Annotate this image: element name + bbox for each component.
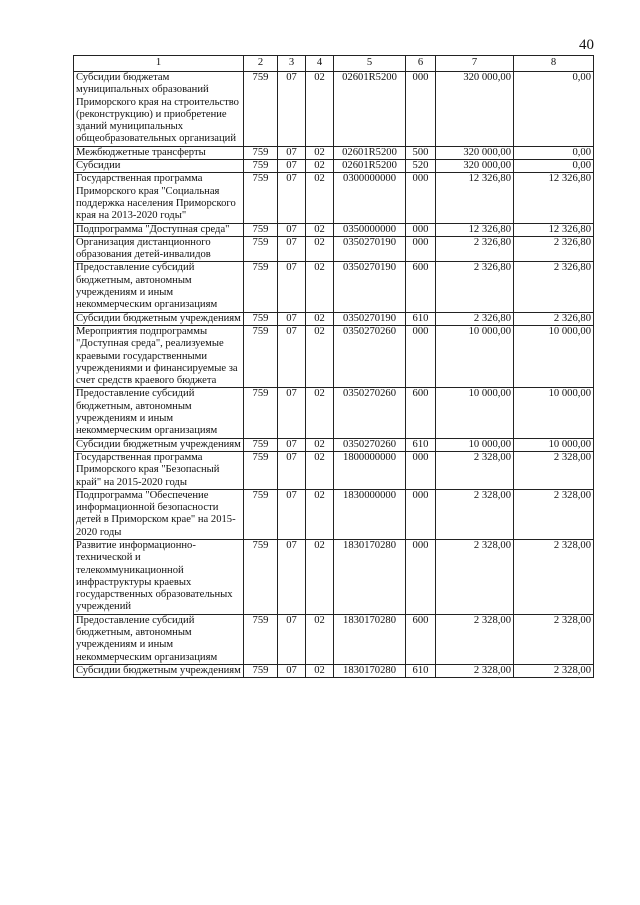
expense-type-cell: 500 (406, 146, 436, 159)
amount-year2-cell: 0,00 (514, 72, 594, 147)
amount-year1-cell: 10 000,00 (436, 438, 514, 451)
amount-year2-cell: 0,00 (514, 146, 594, 159)
amount-year2-cell: 10 000,00 (514, 325, 594, 387)
subsection-code-cell: 02 (306, 72, 334, 147)
table-row (74, 614, 594, 664)
section-code-cell: 07 (278, 312, 306, 325)
amount-year1-cell: 12 326,80 (436, 223, 514, 236)
table-row (74, 72, 594, 147)
target-article-cell: 0300000000 (334, 173, 406, 223)
expense-type-cell: 610 (406, 438, 436, 451)
ministry-code-cell: 759 (244, 614, 278, 664)
target-article-cell: 02601R5200 (334, 160, 406, 173)
amount-year1-cell: 12 326,80 (436, 173, 514, 223)
table-row (74, 236, 594, 262)
section-code-cell: 07 (278, 388, 306, 438)
table-row (74, 451, 594, 489)
expense-type-cell: 000 (406, 72, 436, 147)
table-row (74, 160, 594, 173)
target-article-cell: 0350270260 (334, 438, 406, 451)
ministry-code-cell: 759 (244, 388, 278, 438)
amount-year1-cell: 2 328,00 (436, 614, 514, 664)
row-name-cell: Развитие информационно-технической и телекоммуникационной инфраструктуры краевых государственных образовательных учреждений (74, 539, 244, 614)
section-code-cell: 07 (278, 451, 306, 489)
row-name-cell: Субсидии бюджетным учреждениям (74, 438, 244, 451)
amount-year2-cell: 10 000,00 (514, 438, 594, 451)
expense-type-cell: 000 (406, 451, 436, 489)
table-row (74, 388, 594, 438)
subsection-code-cell: 02 (306, 236, 334, 262)
amount-year2-cell: 2 328,00 (514, 614, 594, 664)
table-row (74, 438, 594, 451)
row-name-cell: Предоставление субсидий бюджетным, автономным учреждениям и иным некоммерческим организациям (74, 388, 244, 438)
section-code-cell: 07 (278, 262, 306, 312)
section-code-cell: 07 (278, 146, 306, 159)
expense-type-cell: 000 (406, 223, 436, 236)
subsection-code-cell: 02 (306, 262, 334, 312)
header-cell: 4 (306, 56, 334, 72)
header-cell: 6 (406, 56, 436, 72)
table-row (74, 223, 594, 236)
header-cell: 7 (436, 56, 514, 72)
section-code-cell: 07 (278, 539, 306, 614)
subsection-code-cell: 02 (306, 664, 334, 677)
expense-type-cell: 600 (406, 262, 436, 312)
ministry-code-cell: 759 (244, 72, 278, 147)
target-article-cell: 1830170280 (334, 664, 406, 677)
subsection-code-cell: 02 (306, 223, 334, 236)
section-code-cell: 07 (278, 325, 306, 387)
target-article-cell: 02601R5200 (334, 146, 406, 159)
subsection-code-cell: 02 (306, 146, 334, 159)
section-code-cell: 07 (278, 72, 306, 147)
target-article-cell: 1800000000 (334, 451, 406, 489)
subsection-code-cell: 02 (306, 614, 334, 664)
row-name-cell: Субсидии (74, 160, 244, 173)
expense-type-cell: 520 (406, 160, 436, 173)
header-cell: 3 (278, 56, 306, 72)
amount-year1-cell: 320 000,00 (436, 72, 514, 147)
subsection-code-cell: 02 (306, 388, 334, 438)
amount-year2-cell: 2 326,80 (514, 236, 594, 262)
row-name-cell: Государственная программа Приморского края "Безопасный край" на 2015-2020 годы (74, 451, 244, 489)
amount-year1-cell: 2 328,00 (436, 451, 514, 489)
section-code-cell: 07 (278, 160, 306, 173)
ministry-code-cell: 759 (244, 173, 278, 223)
row-name-cell: Предоставление субсидий бюджетным, автономным учреждениям и иным некоммерческим организациям (74, 614, 244, 664)
amount-year2-cell: 12 326,80 (514, 223, 594, 236)
section-code-cell: 07 (278, 223, 306, 236)
subsection-code-cell: 02 (306, 451, 334, 489)
row-name-cell: Организация дистанционного образования детей-инвалидов (74, 236, 244, 262)
target-article-cell: 0350270260 (334, 388, 406, 438)
ministry-code-cell: 759 (244, 236, 278, 262)
expense-type-cell: 000 (406, 539, 436, 614)
section-code-cell: 07 (278, 438, 306, 451)
amount-year1-cell: 2 328,00 (436, 489, 514, 539)
amount-year1-cell: 320 000,00 (436, 160, 514, 173)
subsection-code-cell: 02 (306, 312, 334, 325)
amount-year2-cell: 12 326,80 (514, 173, 594, 223)
section-code-cell: 07 (278, 173, 306, 223)
header-row (74, 56, 594, 72)
ministry-code-cell: 759 (244, 539, 278, 614)
ministry-code-cell: 759 (244, 325, 278, 387)
row-name-cell: Подпрограмма "Обеспечение информационной безопасности детей в Приморском крае" на 2015-2020 годы (74, 489, 244, 539)
amount-year1-cell: 2 326,80 (436, 262, 514, 312)
row-name-cell: Подпрограмма "Доступная среда" (74, 223, 244, 236)
row-name-cell: Субсидии бюджетам муниципальных образований Приморского края на строительство (реконструкцию) и приобретение зданий муниципальных общеобразовательных организаций (74, 72, 244, 147)
row-name-cell: Субсидии бюджетным учреждениям (74, 312, 244, 325)
row-name-cell: Мероприятия подпрограммы "Доступная среда", реализуемые краевыми государственными учреждениями и финансируемые за счет средств краевого бюджета (74, 325, 244, 387)
expense-type-cell: 000 (406, 489, 436, 539)
target-article-cell: 0350270260 (334, 325, 406, 387)
ministry-code-cell: 759 (244, 146, 278, 159)
header-cell: 1 (74, 56, 244, 72)
amount-year1-cell: 2 326,80 (436, 312, 514, 325)
subsection-code-cell: 02 (306, 438, 334, 451)
header-cell: 8 (514, 56, 594, 72)
amount-year2-cell: 2 328,00 (514, 451, 594, 489)
subsection-code-cell: 02 (306, 539, 334, 614)
subsection-code-cell: 02 (306, 489, 334, 539)
amount-year1-cell: 2 328,00 (436, 664, 514, 677)
amount-year2-cell: 10 000,00 (514, 388, 594, 438)
header-cell: 5 (334, 56, 406, 72)
table-row (74, 262, 594, 312)
target-article-cell: 1830170280 (334, 614, 406, 664)
amount-year1-cell: 10 000,00 (436, 388, 514, 438)
expense-type-cell: 600 (406, 614, 436, 664)
ministry-code-cell: 759 (244, 262, 278, 312)
page-number: 40 (579, 37, 594, 53)
target-article-cell: 0350270190 (334, 262, 406, 312)
expense-type-cell: 000 (406, 173, 436, 223)
table-row (74, 325, 594, 387)
expense-type-cell: 000 (406, 236, 436, 262)
ministry-code-cell: 759 (244, 664, 278, 677)
expense-type-cell: 000 (406, 325, 436, 387)
subsection-code-cell: 02 (306, 325, 334, 387)
amount-year1-cell: 320 000,00 (436, 146, 514, 159)
amount-year2-cell: 2 326,80 (514, 312, 594, 325)
table-row (74, 173, 594, 223)
table-row (74, 489, 594, 539)
amount-year2-cell: 2 328,00 (514, 539, 594, 614)
ministry-code-cell: 759 (244, 438, 278, 451)
amount-year1-cell: 10 000,00 (436, 325, 514, 387)
table-row (74, 539, 594, 614)
header-cell: 2 (244, 56, 278, 72)
section-code-cell: 07 (278, 664, 306, 677)
table-row (74, 664, 594, 677)
table-row (74, 146, 594, 159)
amount-year2-cell: 2 328,00 (514, 489, 594, 539)
expense-type-cell: 610 (406, 664, 436, 677)
amount-year2-cell: 0,00 (514, 160, 594, 173)
table-row (74, 312, 594, 325)
subsection-code-cell: 02 (306, 173, 334, 223)
row-name-cell: Субсидии бюджетным учреждениям (74, 664, 244, 677)
expense-type-cell: 610 (406, 312, 436, 325)
section-code-cell: 07 (278, 236, 306, 262)
expense-type-cell: 600 (406, 388, 436, 438)
subsection-code-cell: 02 (306, 160, 334, 173)
target-article-cell: 02601R5200 (334, 72, 406, 147)
target-article-cell: 1830170280 (334, 539, 406, 614)
ministry-code-cell: 759 (244, 223, 278, 236)
target-article-cell: 0350270190 (334, 312, 406, 325)
ministry-code-cell: 759 (244, 451, 278, 489)
ministry-code-cell: 759 (244, 312, 278, 325)
target-article-cell: 0350000000 (334, 223, 406, 236)
target-article-cell: 1830000000 (334, 489, 406, 539)
amount-year2-cell: 2 328,00 (514, 664, 594, 677)
target-article-cell: 0350270190 (334, 236, 406, 262)
section-code-cell: 07 (278, 614, 306, 664)
amount-year1-cell: 2 326,80 (436, 236, 514, 262)
row-name-cell: Государственная программа Приморского края "Социальная поддержка населения Приморского края на 2013-2020 годы" (74, 173, 244, 223)
amount-year2-cell: 2 326,80 (514, 262, 594, 312)
row-name-cell: Предоставление субсидий бюджетным, автономным учреждениям и иным некоммерческим организациям (74, 262, 244, 312)
ministry-code-cell: 759 (244, 160, 278, 173)
amount-year1-cell: 2 328,00 (436, 539, 514, 614)
row-name-cell: Межбюджетные трансферты (74, 146, 244, 159)
section-code-cell: 07 (278, 489, 306, 539)
ministry-code-cell: 759 (244, 489, 278, 539)
budget-table (73, 55, 594, 678)
